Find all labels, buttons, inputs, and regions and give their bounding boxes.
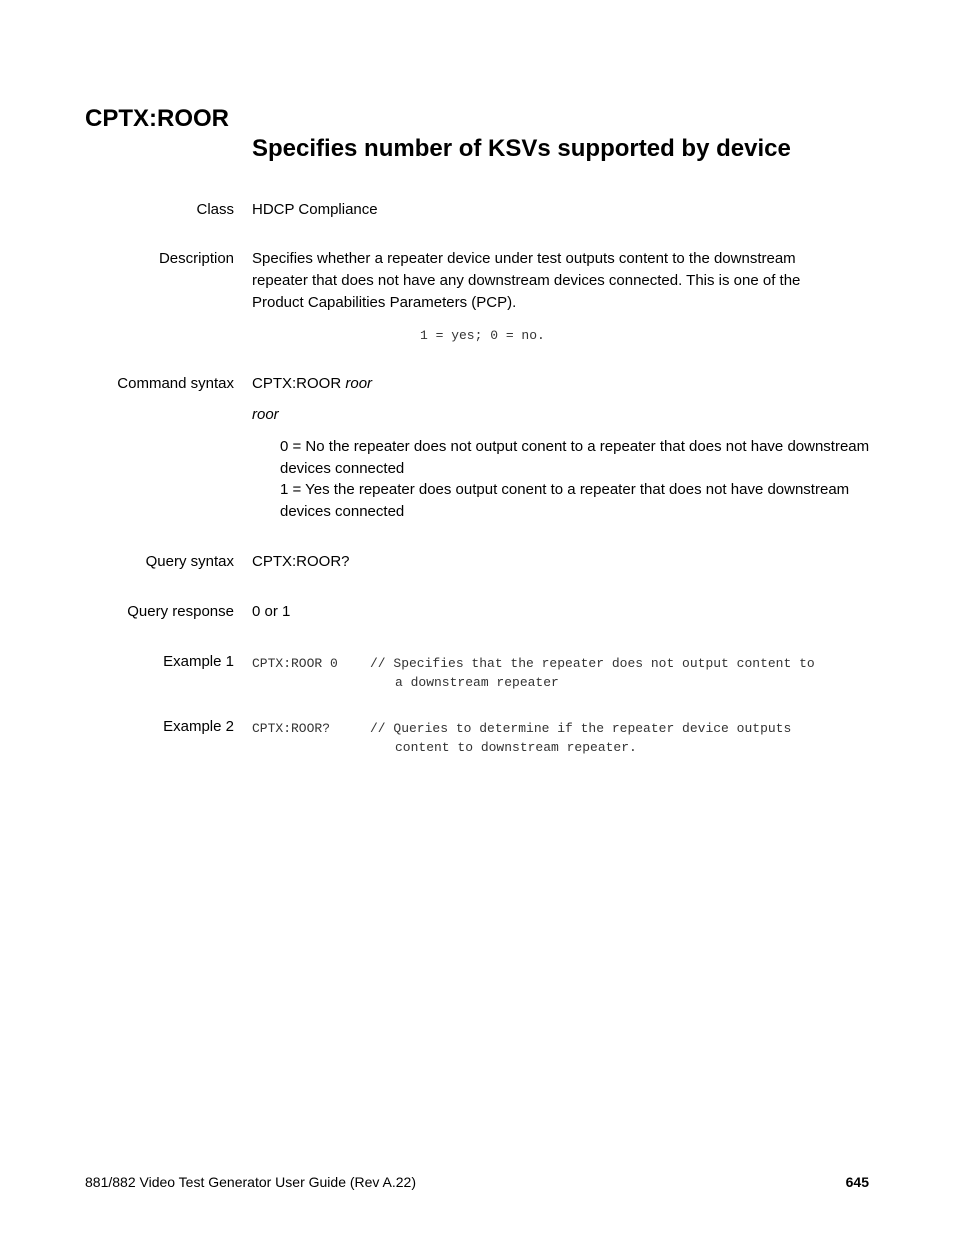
example1-comment-line1: // Specifies that the repeater does not output content to bbox=[370, 656, 815, 671]
class-value: HDCP Compliance bbox=[252, 201, 378, 218]
description-text: Specifies whether a repeater device under test outputs content to the downstream repeater that does not have any downstream devices connected. This is one of the Product Capabilities Parameters (PCP). bbox=[252, 250, 801, 311]
query-response-value: 0 or 1 bbox=[252, 603, 291, 620]
query-syntax-value: CPTX:ROOR? bbox=[252, 553, 350, 570]
command-syntax-label: Command syntax bbox=[117, 375, 234, 392]
example1-code: CPTX:ROOR 0 bbox=[252, 656, 338, 671]
command-syntax-value bbox=[252, 373, 372, 395]
example1-label: Example 1 bbox=[163, 653, 234, 670]
description-label: Description bbox=[158, 250, 234, 267]
command-title: CPTX:ROOR bbox=[85, 105, 229, 132]
example2-comment-line2: content to downstream repeater. bbox=[395, 740, 637, 755]
example2-comment-line1: // Queries to determine if the repeater device outputs bbox=[370, 721, 792, 736]
param-option-1: 1 = Yes the repeater does output conent to a repeater that does not have downstream devices connected bbox=[280, 481, 850, 520]
param-name: roor bbox=[252, 406, 279, 423]
command-syntax-param: roor bbox=[345, 375, 373, 392]
query-syntax-label: Query syntax bbox=[145, 553, 234, 570]
class-label: Class bbox=[196, 201, 234, 218]
example2-label: Example 2 bbox=[163, 718, 234, 735]
example1-comment-line2: a downstream repeater bbox=[395, 675, 559, 690]
command-syntax-cmd: CPTX:ROOR bbox=[252, 375, 342, 392]
example2-code: CPTX:ROOR? bbox=[252, 721, 331, 736]
param-option-0: 0 = No the repeater does not output conent to a repeater that does not have downstream devices connected bbox=[280, 438, 870, 477]
command-subtitle: Specifies number of KSVs supported by device bbox=[252, 135, 791, 162]
footer-guide-title: 881/882 Video Test Generator User Guide (Rev A.22) bbox=[85, 1174, 417, 1190]
query-response-label: Query response bbox=[127, 603, 234, 620]
footer-page-number: 645 bbox=[845, 1174, 869, 1190]
description-code: 1 = yes; 0 = no. bbox=[420, 328, 545, 343]
